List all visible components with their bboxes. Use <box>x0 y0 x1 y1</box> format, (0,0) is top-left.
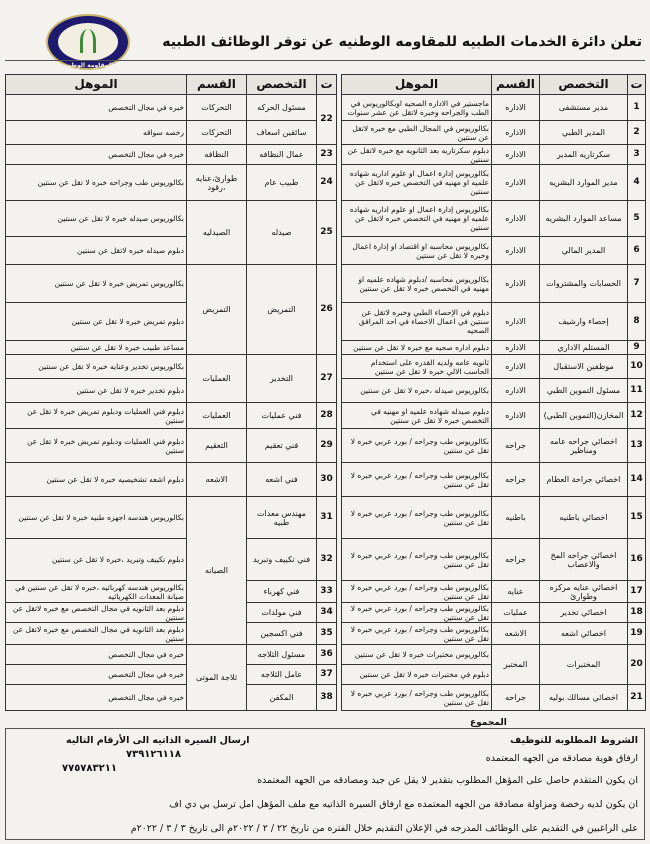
row-spec: المستلم الاداري <box>540 341 628 355</box>
row-qual: دبلوم صيدله شهاده علميه او مهنيه في التخصص خبره لا تقل عن سنتين <box>342 403 492 429</box>
row-num: 10 <box>628 355 646 379</box>
row-qual: دبلوم تخدير خبره لا تقل عن سنتين <box>6 379 187 403</box>
row-qual: بكالوريوس إدارة اعمال او علوم اداريه شهاده علميه او مهنيه في التخصص خبره لاتقل عن سنتين <box>342 165 492 201</box>
jobs-table-right <box>341 74 646 711</box>
row-qual: بكالوريوس طب وجراحه / بورد عربي خبره لا تقل عن سنتين <box>342 539 492 581</box>
row-num: 36 <box>317 645 337 665</box>
col-qual-header: الموهل <box>6 75 187 95</box>
row-spec: اخصائي باطنيه <box>540 497 628 539</box>
table-row <box>342 341 646 355</box>
table-row <box>6 355 337 379</box>
row-spec: اخصائي مسالك بوليه <box>540 685 628 711</box>
row-num: 4 <box>628 165 646 201</box>
condition-license: ان يكون لديه رخصة ومزاولة مصادقة من الجهه المعتمده مع ارفاق السيره الذاتيه مع ملف المؤهل امل ترسل بي دي اف <box>169 799 638 810</box>
table-row <box>342 463 646 497</box>
row-spec: مسئول التموين الطبي <box>540 379 628 403</box>
row-num: 14 <box>628 463 646 497</box>
row-qual: دبلوم اداره صحيه مع خبره لا تقل عن سنتين <box>342 341 492 355</box>
table-row <box>6 463 337 497</box>
table-row <box>342 497 646 539</box>
row-qual: دبلوم صيدله خبره لاتقل عن سنتين <box>6 237 187 265</box>
table-row <box>342 685 646 711</box>
row-dept: الاشعه <box>492 623 540 645</box>
row-qual: خبره في مجال التخصص <box>6 665 187 685</box>
row-spec: مهندس معدات طبيه <box>247 497 317 539</box>
row-spec: اخصائي جراحه عامه ومناظير <box>540 429 628 463</box>
logo-text: المقاومة الوطنية <box>62 62 114 69</box>
row-spec: سكرتاريه المدير <box>540 145 628 165</box>
row-spec: المخازن(التموين الطبي) <box>540 403 628 429</box>
table-row <box>6 403 337 429</box>
row-qual: رخصه سواقه <box>6 121 187 145</box>
row-dept: ثلاجة الموتى <box>187 645 247 711</box>
row-num: 34 <box>317 603 337 623</box>
row-dept: المختبر <box>492 645 540 685</box>
table-row <box>342 645 646 665</box>
row-spec: اخصائي جراحه المخ والاعصاب <box>540 539 628 581</box>
table-row <box>6 539 337 581</box>
table-row <box>6 165 337 201</box>
table-row <box>6 145 337 165</box>
row-spec: عمال النظافه <box>247 145 317 165</box>
table-row <box>6 645 337 665</box>
row-num: 18 <box>628 603 646 623</box>
row-num: 7 <box>628 265 646 303</box>
table-row <box>6 581 337 603</box>
row-spec: فني عمليات <box>247 403 317 429</box>
row-dept: الاداره <box>492 341 540 355</box>
row-num: 3 <box>628 145 646 165</box>
condition-qualification: ان يكون المتقدم حاصل على المؤهل المطلوب بتقدير لا يقل عن جيد ومصادقه من الجهه المعتمده <box>257 775 638 786</box>
row-spec: الحسابات والمشتروات <box>540 265 628 303</box>
organization-logo <box>46 14 130 70</box>
row-dept: العمليات <box>187 403 247 429</box>
row-num: 12 <box>628 403 646 429</box>
table-row <box>342 603 646 623</box>
row-dept: الاداره <box>492 121 540 145</box>
row-dept: الاداره <box>492 237 540 265</box>
row-spec: طبيب عام <box>247 165 317 201</box>
conditions-box <box>5 728 645 840</box>
row-qual: بكالوريوس صيدله خبره لا تقل عن سنتين <box>6 201 187 237</box>
row-spec: مسئول الثلاجه <box>247 645 317 665</box>
header-divider <box>5 60 645 61</box>
row-qual: بكالوريوس طب وجراحه / بورد عربي خبره لا تقل عن سنتين <box>342 581 492 603</box>
row-dept: التحركات <box>187 95 247 121</box>
row-dept: الاداره <box>492 265 540 303</box>
table-row <box>6 429 337 463</box>
row-dept: طوارئ،عنايه ،رقود <box>187 165 247 201</box>
table-header-row <box>342 75 646 95</box>
table-row <box>342 145 646 165</box>
row-num: 37 <box>317 665 337 685</box>
row-qual: بكالوريوس طب وجراحه / بورد عربي خبره لا تقل عن سنتين <box>342 623 492 645</box>
total-label: المجموع <box>470 718 507 728</box>
logo-emblem <box>58 23 118 61</box>
application-period: على الراغبين في التقديم على الوظائف المدرجه في الإعلان التقديم خلال الفتره من تاريخ ٢٢ / ٢ / ٢٠٢٢م الى تاريخ ٣ / ٣ / ٢٠٢٢م <box>130 823 638 834</box>
table-row <box>6 665 337 685</box>
row-num: 23 <box>317 145 337 165</box>
row-qual: بكالوريوس طب وجراحه خبره لا تقل عن سنتين <box>6 165 187 201</box>
row-qual: بكالوريوس محاسبه او اقتصاد او إدارة اعمال وخبره لا تقل عن سنتين <box>342 237 492 265</box>
row-qual: بكالوريوس تمريض خبره لا تقل عن سنتين <box>6 265 187 303</box>
row-spec: اخصائي جراحة العظام <box>540 463 628 497</box>
row-num: 22 <box>317 95 337 145</box>
row-dept: الاداره <box>492 355 540 379</box>
col-dept-header: القسم <box>492 75 540 95</box>
row-spec: التخدير <box>247 355 317 403</box>
send-cv-text: ارسال السيره الذاتيه الى الأرقام التاليه <box>66 735 250 746</box>
row-num: 6 <box>628 237 646 265</box>
table-row <box>342 165 646 201</box>
row-num: 27 <box>317 355 337 403</box>
row-qual: بكالوريوس تخدير وعنايه خبره لا تقل عن سنتين <box>6 355 187 379</box>
row-spec: فني اكسجين <box>247 623 317 645</box>
col-num-header: ت <box>628 75 646 95</box>
table-row <box>342 403 646 429</box>
row-qual: بكالوريوس هندسه كهربائيه ،خبره لا تقل عن سنتين في صيانة المعدات الكهربائيه <box>6 581 187 603</box>
row-num: 26 <box>317 265 337 355</box>
row-dept: جراحه <box>492 463 540 497</box>
row-num: 13 <box>628 429 646 463</box>
table-row <box>6 265 337 303</box>
row-spec: فني تكييف وتبريد <box>247 539 317 581</box>
row-num: 32 <box>317 539 337 581</box>
row-num: 16 <box>628 539 646 581</box>
row-qual: بكالوريوس في المجال الطبي مع خبره لاتقل عن سنتين <box>342 121 492 145</box>
row-qual: دبلوم بعد الثانويه في مجال التخصص مع خبره لاتقل عن سنتين <box>6 623 187 645</box>
row-dept: جراحه <box>492 429 540 463</box>
row-qual: دبلوم تكييف وتبريد ،خبره لا تقل عن سنتين <box>6 539 187 581</box>
table-row <box>342 237 646 265</box>
row-num: 15 <box>628 497 646 539</box>
table-row <box>342 539 646 581</box>
row-spec: اخصائي تخدير <box>540 603 628 623</box>
row-spec: مدير مستشفى <box>540 95 628 121</box>
row-num: 28 <box>317 403 337 429</box>
row-qual: خبره في مجال التخصص <box>6 685 187 711</box>
table-row <box>6 623 337 645</box>
row-qual: بكالوريوس طب وجراحه / بورد عربي خبره لا تقل عن سنتين <box>342 463 492 497</box>
row-dept: الاداره <box>492 95 540 121</box>
table-row <box>342 201 646 237</box>
row-num: 1 <box>628 95 646 121</box>
row-num: 35 <box>317 623 337 645</box>
row-spec: صيدله <box>247 201 317 265</box>
row-dept: الصيانه <box>187 497 247 645</box>
row-num: 33 <box>317 581 337 603</box>
page-title: تعلن دائرة الخدمات الطبيه للمقاومه الوطنيه عن توفر الوظائف الطبيه <box>162 34 642 50</box>
table-row <box>6 685 337 711</box>
row-qual: بكالوريوس محاسبه /دبلوم شهاده علميه او مهنيه في التخصص خبره لا تقل عن سنتين <box>342 265 492 303</box>
row-num: 9 <box>628 341 646 355</box>
row-qual: بكالوريوس هندسه اجهزه طبيه خبره لا تقل عن سنتين <box>6 497 187 539</box>
row-qual: بكالوريوس طب وجراحه / بورد عربي خبره لا تقل عن سنتين <box>342 497 492 539</box>
row-dept: الاداره <box>492 145 540 165</box>
row-qual: خبره في مجال التخصص <box>6 645 187 665</box>
row-qual: ثانويه عامه ولديه القدره على استخدام الحاسب الالي خبره لا تقل عن سنتين <box>342 355 492 379</box>
col-qual-header: الموهل <box>342 75 492 95</box>
table-row <box>6 121 337 145</box>
row-dept: عمليات <box>492 603 540 623</box>
row-spec: مساعد الموارد البشريه <box>540 201 628 237</box>
row-qual: دبلوم في مختبرات خبره لا تقل عن سنتين <box>342 665 492 685</box>
row-qual: دبلوم بعد الثانويه في مجال التخصص مع خبره لاتقل عن سنتين <box>6 603 187 623</box>
row-num: 31 <box>317 497 337 539</box>
row-num: 24 <box>317 165 337 201</box>
conditions-title: الشروط المطلوبه للتوظيف <box>510 735 638 746</box>
row-dept: باطنيه <box>492 497 540 539</box>
row-qual: بكالوريوس صيدله ،خبره لا تقل عن سنتين <box>342 379 492 403</box>
table-header-row <box>6 75 337 95</box>
row-num: 25 <box>317 201 337 265</box>
table-row <box>342 379 646 403</box>
row-spec: فني كهرباء <box>247 581 317 603</box>
table-row <box>342 121 646 145</box>
row-num: 19 <box>628 623 646 645</box>
row-spec: مدير الموارد البشريه <box>540 165 628 201</box>
row-dept: عنايه <box>492 581 540 603</box>
row-spec: اخصائي اشعه <box>540 623 628 645</box>
condition-id: ارفاق هوية مصادقه من الجهه المعتمده <box>485 753 638 764</box>
row-qual: مساعد طبيب خبره لا تقل عن سنتين <box>6 341 187 355</box>
row-num: 29 <box>317 429 337 463</box>
row-qual: دبلوم في الإحصاء الطبي وخبره لاتقل عن سنتين في اعمال الاحصاء في احد المرافق الصحيه <box>342 303 492 341</box>
table-row <box>342 623 646 645</box>
row-num: 11 <box>628 379 646 403</box>
row-dept: الاداره <box>492 379 540 403</box>
row-dept: الاشعه <box>187 463 247 497</box>
row-dept: الاداره <box>492 201 540 237</box>
row-num: 8 <box>628 303 646 341</box>
row-dept: الاداره <box>492 403 540 429</box>
row-dept: الصيدليه <box>187 201 247 265</box>
col-spec-header: التخصص <box>540 75 628 95</box>
row-spec: المدير المالي <box>540 237 628 265</box>
row-spec: مسئول الحركه <box>247 95 317 121</box>
table-row <box>6 603 337 623</box>
row-spec: فني تعقيم <box>247 429 317 463</box>
col-spec-header: التخصص <box>247 75 317 95</box>
wheat-icon <box>80 29 96 53</box>
row-spec: إحصاء وارشيف <box>540 303 628 341</box>
row-spec: المكفن <box>247 685 317 711</box>
table-row <box>342 265 646 303</box>
row-spec: فني اشعه <box>247 463 317 497</box>
row-qual: خبره في مجال التخصص <box>6 145 187 165</box>
row-dept: الاداره <box>492 165 540 201</box>
row-qual: بكالوريوس مختبرات خبره لا تقل عن سنتين <box>342 645 492 665</box>
row-qual: بكالوريوس طب وجراحه / بورد عربي خبره لا تقل عن سنتين <box>342 685 492 711</box>
row-dept: التعقيم <box>187 429 247 463</box>
phone-number-1: ٧٣٩١٢٦١١٨ <box>126 749 181 760</box>
row-dept: التمريض <box>187 265 247 355</box>
row-spec: عامل الثلاجه <box>247 665 317 685</box>
table-row <box>6 95 337 121</box>
row-num: 38 <box>317 685 337 711</box>
row-spec: التمريض <box>247 265 317 355</box>
row-qual: دبلوم اشعه تشخيصيه خبره لا تقل عن سنتين <box>6 463 187 497</box>
row-spec: المختبرات <box>540 645 628 685</box>
row-spec: المدير الطبي <box>540 121 628 145</box>
row-qual: دبلوم تمريض خبره لا تقل عن سنتين <box>6 303 187 341</box>
row-dept: العمليات <box>187 355 247 403</box>
row-num: 30 <box>317 463 337 497</box>
table-row <box>6 201 337 237</box>
table-row <box>342 581 646 603</box>
row-spec: موظفين الاستقبال <box>540 355 628 379</box>
row-num: 5 <box>628 201 646 237</box>
row-qual: دبلوم فني العمليات ودبلوم تمريض خبره لا تقل عن سنتين <box>6 429 187 463</box>
row-qual: دبلوم فني العمليات ودبلوم تمريض خبره لا تقل عن سنتين <box>6 403 187 429</box>
row-qual: ماجستير في الاداره الصحيه اوبكالوريوس في الطب والجراحه وخبره لاتقل عن عشر سنوات <box>342 95 492 121</box>
row-qual: بكالوريوس إدارة اعمال او علوم اداريه شهاده علميه او مهنيه في التخصص خبره لاتقل عن سنتين <box>342 201 492 237</box>
row-qual: دبلوم سكرتاريه بعد الثانويه مع خبره لاتقل عن سنتين <box>342 145 492 165</box>
row-spec: اخصائي عنايه مركزه وطوارئ <box>540 581 628 603</box>
row-dept: النظافه <box>187 145 247 165</box>
row-num: 21 <box>628 685 646 711</box>
table-row <box>342 95 646 121</box>
row-num: 2 <box>628 121 646 145</box>
row-dept: الاداره <box>492 303 540 341</box>
row-spec: سائقين اسعاف <box>247 121 317 145</box>
col-dept-header: القسم <box>187 75 247 95</box>
row-spec: فني مولدات <box>247 603 317 623</box>
row-num: 20 <box>628 645 646 685</box>
row-dept: جراحه <box>492 539 540 581</box>
jobs-table-left <box>5 74 337 711</box>
table-row <box>6 497 337 539</box>
table-row <box>342 355 646 379</box>
row-qual: بكالوريوس طب وجراحه / بورد عربي خبره لا تقل عن سنتين <box>342 429 492 463</box>
col-num-header: ت <box>317 75 337 95</box>
row-dept: التحركات <box>187 121 247 145</box>
row-qual: خبره في مجال التخصص <box>6 95 187 121</box>
row-num: 17 <box>628 581 646 603</box>
phone-number-2: ٧٧٥٧٨٣٢١١ <box>62 763 117 774</box>
table-row <box>342 429 646 463</box>
row-dept: جراحه <box>492 685 540 711</box>
table-row <box>342 303 646 341</box>
row-qual: بكالوريوس طب وجراحه / بورد عربي خبره لا تقل عن سنتين <box>342 603 492 623</box>
